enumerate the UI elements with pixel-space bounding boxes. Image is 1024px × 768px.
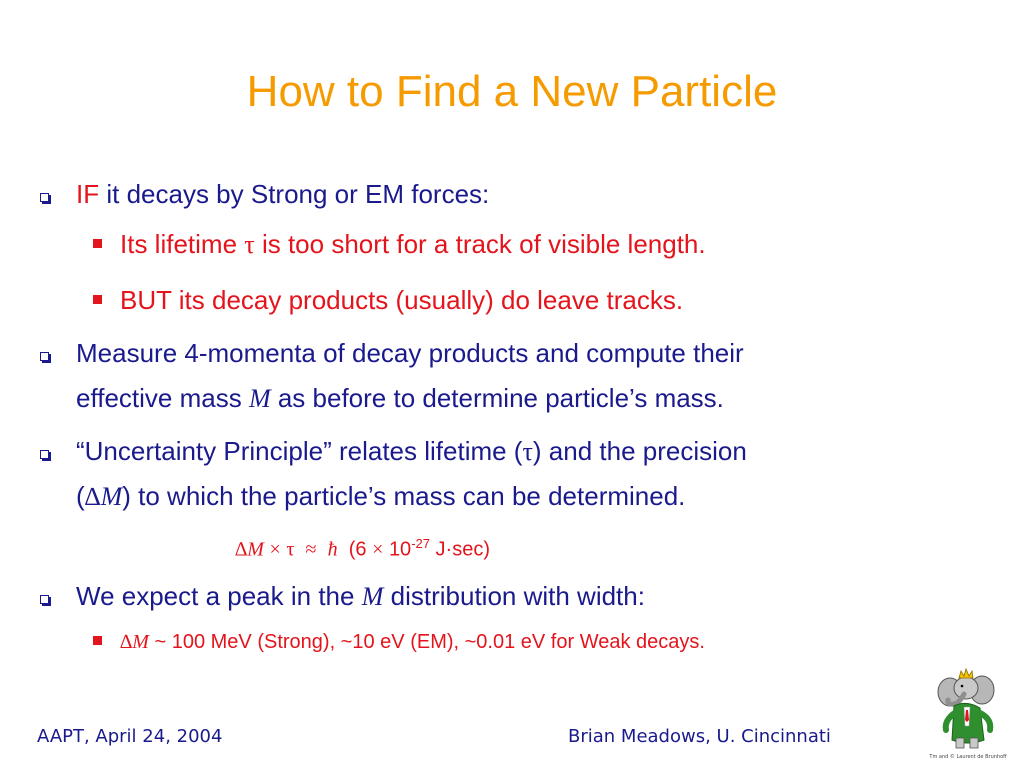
bullet-1-text: it decays by Strong or EM forces: (106, 179, 490, 209)
bullet-2-line-1: Measure 4-momenta of decay products and compute their (76, 338, 744, 368)
uncertainty-equation: ∆M × τ ≈ ħ ($6 \times 10^{-27}$ J·sec) (235, 536, 490, 561)
sub-bullet-square-1b (93, 295, 102, 304)
bullet-square-3 (40, 450, 49, 459)
bullet-square-1 (40, 193, 49, 202)
bullet-1 (76, 178, 489, 210)
bullet-square-4 (40, 595, 49, 604)
delta-symbol: ∆ (84, 482, 101, 511)
mass-symbol: M (361, 582, 384, 611)
sub-bullet-square-1a (93, 239, 102, 248)
footer-right: Brian Meadows, U. Cincinnati (568, 726, 831, 747)
tau-symbol: τ (244, 230, 255, 259)
hbar-symbol: ħ (327, 538, 338, 561)
sub-bullet-1a: Its lifetime τ is too short for a track of visible length. (120, 229, 706, 259)
bullet-square-2 (40, 352, 49, 361)
sub-bullet-square-4a (93, 636, 102, 645)
mass-symbol: M (100, 482, 123, 511)
bullet-2-line-2: effective mass M as before to determine particle’s mass. (76, 383, 724, 413)
mass-symbol: M (248, 384, 271, 413)
bullet-3-line-1: “Uncertainty Principle” relates lifetime (τ) and the precision (76, 436, 747, 466)
if-keyword: IF (76, 179, 100, 209)
logo-credit: Tm and © Laurent de Brunhoff (929, 754, 1007, 760)
bullet-3-line-2: (∆M) to which the particle’s mass can be determined. (76, 481, 686, 511)
footer-left: AAPT, April 24, 2004 (37, 726, 223, 747)
bullet-4: We expect a peak in the M distribution with width: (76, 581, 645, 611)
sub-bullet-4a: ∆M ~ 100 MeV (Strong), ~10 eV (EM), ~0.01 eV for Weak decays. (120, 631, 705, 653)
elephant-icon (928, 664, 1008, 760)
tau-symbol: τ (522, 437, 533, 466)
slide-title: How to Find a New Particle (246, 67, 778, 116)
sub-bullet-1b: BUT its decay products (usually) do leave tracks. (120, 285, 684, 315)
babar-elephant-logo (928, 664, 1008, 760)
